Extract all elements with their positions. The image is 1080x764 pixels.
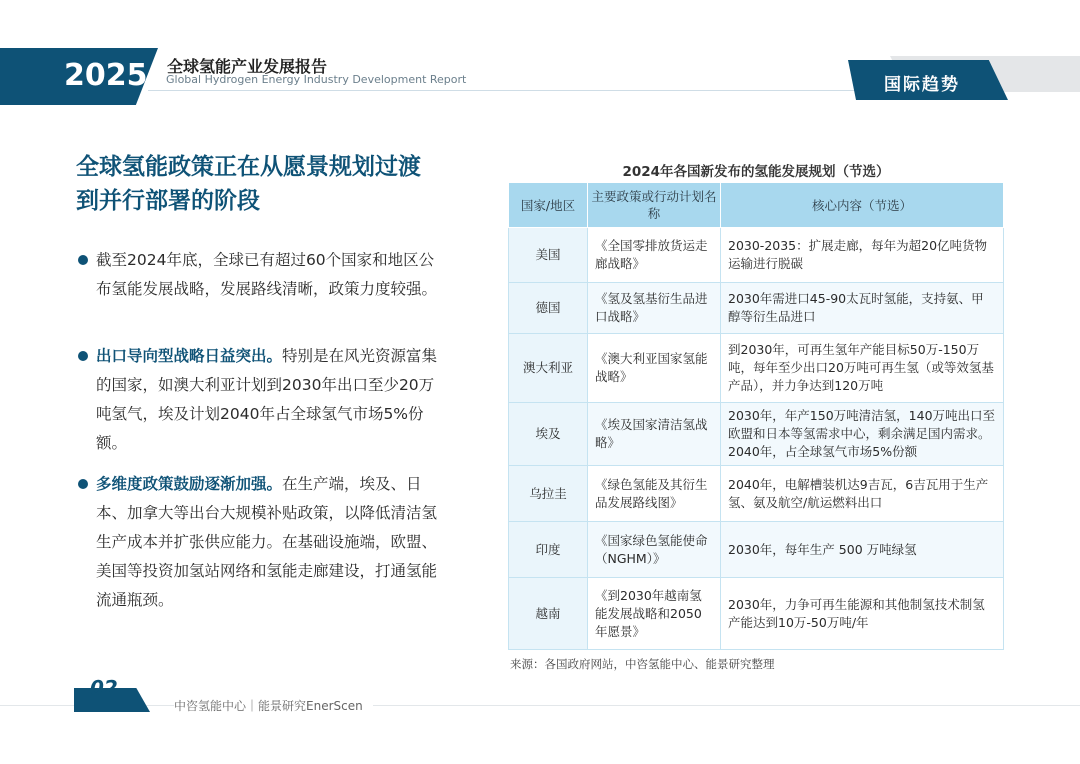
bullet-text [96, 246, 448, 304]
footer-divider [0, 705, 1080, 706]
bullet-dot-icon [78, 255, 88, 265]
cell-plan: 《国家绿色氢能使命（NGHM）》 [588, 522, 721, 578]
bullet-item [78, 246, 448, 304]
column-header-core: 核心内容（节选） [721, 183, 1004, 228]
column-header-country: 国家/地区 [509, 183, 588, 228]
cell-plan: 《绿色氢能及其衍生品发展路线图》 [588, 466, 721, 522]
table-title: 2024年各国新发布的氢能发展规划（节选） [622, 164, 890, 180]
cell-core: 2030年，年产150万吨清洁氢，140万吨出口至欧盟和日本等氢需求中心，剩余满足国内需求。2040年，占全球氢气市场5%份额 [721, 403, 1004, 466]
table-header-row [509, 183, 1004, 228]
column-header-plan: 主要政策或行动计划名称 [588, 183, 721, 228]
table-row [509, 283, 1004, 334]
cell-country: 澳大利亚 [509, 334, 588, 403]
headline-line-1: 全球氢能政策正在从愿景规划过渡 [76, 154, 421, 180]
cell-country: 乌拉圭 [509, 466, 588, 522]
cell-core: 2040年，电解槽装机达9吉瓦，6吉瓦用于生产氢、氨及航空/航运燃料出口 [721, 466, 1004, 522]
bullet-dot-icon [78, 479, 88, 489]
bullet-text [96, 470, 448, 615]
table-row [509, 403, 1004, 466]
table-row [509, 522, 1004, 578]
page-number: 02 [90, 676, 118, 700]
bullet-body: 在生产端，埃及、日本、加拿大等出台大规模补贴政策，以降低清洁氢生产成本并扩张供应能力。在基础设施端，欧盟、美国等投资加氢站网络和氢能走廊建设，打通氢能流通瓶颈。 [96, 475, 438, 609]
cell-plan: 《全国零排放货运走廊战略》 [588, 228, 721, 283]
bullet-highlight: 多维度政策鼓励逐渐加强。 [96, 475, 283, 493]
cell-plan: 《澳大利亚国家氢能战略》 [588, 334, 721, 403]
cell-core: 2030年，每年生产 500 万吨绿氢 [721, 522, 1004, 578]
cell-core: 到2030年，可再生氢年产能目标50万-150万吨，每年至少出口20万吨可再生氢（或等效氢基产品），并力争达到120万吨 [721, 334, 1004, 403]
cell-country: 埃及 [509, 403, 588, 466]
bullet-body: 截至2024年底，全球已有超过60个国家和地区公布氢能发展战略，发展路线清晰，政策力度较强。 [96, 251, 438, 298]
cell-country: 越南 [509, 578, 588, 650]
cell-plan: 《到2030年越南氢能发展战略和2050年愿景》 [588, 578, 721, 650]
report-subtitle: Global Hydrogen Energy Industry Development Report [166, 73, 467, 86]
bullet-item [78, 470, 448, 615]
bullet-highlight: 出口导向型战略日益突出。 [96, 347, 283, 365]
bullet-text [96, 342, 448, 458]
cell-country: 美国 [509, 228, 588, 283]
cell-core: 2030年需进口45-90太瓦时氢能，支持氨、甲醇等衍生品进口 [721, 283, 1004, 334]
bullet-item [78, 342, 448, 458]
cell-country: 印度 [509, 522, 588, 578]
bullet-body: 特别是在风光资源富集的国家，如澳大利亚计划到2030年出口至少20万吨氢气，埃及计划2040年占全球氢气市场5%份额。 [96, 347, 438, 452]
cell-core: 2030-2035：扩展走廊，每年为超20亿吨货物运输进行脱碳 [721, 228, 1004, 283]
section-tag: 国际趋势 [884, 75, 960, 95]
footer-org: 中咨氢能中心｜能景研究EnerScen [174, 697, 373, 714]
headline-line-2: 到并行部署的阶段 [76, 188, 260, 214]
page-headline [76, 150, 456, 218]
table-row [509, 228, 1004, 283]
cell-plan: 《氢及氢基衍生品进口战略》 [588, 283, 721, 334]
report-title: 全球氢能产业发展报告 [167, 57, 328, 76]
table-row [509, 334, 1004, 403]
cell-plan: 《埃及国家清洁氢战略》 [588, 403, 721, 466]
table-source-note: 来源：各国政府网站，中咨氢能中心、能景研究整理 [510, 657, 775, 671]
bullet-dot-icon [78, 351, 88, 361]
policy-table [508, 182, 1004, 650]
table-row [509, 466, 1004, 522]
table-row [509, 578, 1004, 650]
cell-country: 德国 [509, 283, 588, 334]
cell-core: 2030年，力争可再生能源和其他制氢技术制氢产能达到10万-50万吨/年 [721, 578, 1004, 650]
report-year: 2025 [64, 58, 148, 93]
